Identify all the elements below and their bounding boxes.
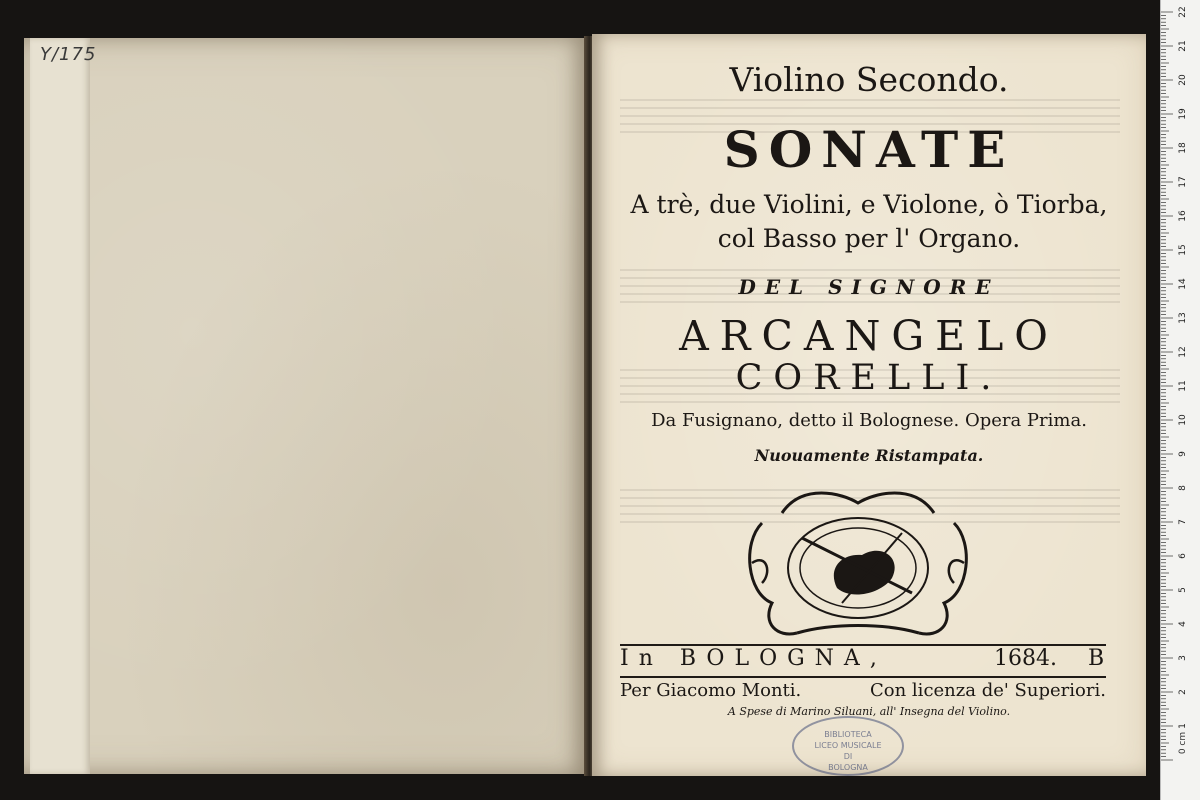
signature-mark: B: [1088, 646, 1105, 671]
printer-line: [620, 680, 1106, 701]
ruler-number: 14: [1178, 278, 1188, 290]
ruler-number: 22: [1178, 6, 1188, 18]
library-stamp: [792, 716, 904, 776]
ruler-number: 18: [1178, 142, 1188, 154]
ruler-number: 11: [1178, 380, 1188, 392]
stamp-line: DI: [843, 752, 853, 761]
stamp-line: BIBLIOTECA: [824, 730, 872, 739]
ruler-unit-label: 0 cm: [1178, 731, 1189, 755]
imprint-city: In BOLOGNA,: [620, 646, 887, 671]
flyleaf-edge-strip: [30, 38, 90, 774]
ruler-number: 3: [1178, 655, 1188, 661]
ruler-number: 1: [1178, 723, 1188, 729]
ruler-number: 7: [1178, 519, 1188, 525]
imprint-year: 1684.: [994, 646, 1057, 671]
bottom-rule: [620, 676, 1106, 678]
ruler-number: 16: [1178, 210, 1188, 222]
ruler-number: 13: [1178, 312, 1188, 324]
ruler-number: 6: [1178, 553, 1188, 559]
imprint-line: [620, 646, 1106, 671]
instrumentation-line-1: A trè, due Violini, e Violone, ò Tiorba,: [630, 190, 1108, 219]
ruler-number: 19: [1178, 108, 1188, 120]
part-title: Violino Secondo.: [729, 60, 1009, 99]
printer-emblem-violin-vignette: [742, 483, 974, 643]
ruler-number: 20: [1178, 74, 1188, 86]
ruler-number: 2: [1178, 689, 1188, 695]
ruler-number: 4: [1178, 621, 1188, 627]
work-title: SONATE: [723, 120, 1015, 179]
ruler-number: 12: [1178, 346, 1188, 358]
ruler-number: 5: [1178, 587, 1188, 593]
ruler-number: 9: [1178, 451, 1188, 457]
expense-note: A Spese di Marino Siluani, all' Insegna del Violino.: [727, 705, 1011, 718]
measuring-ruler: [1160, 0, 1200, 800]
stamp-line: BOLOGNA: [828, 763, 868, 772]
ruler-number: 21: [1178, 40, 1188, 52]
ruler-ticks: [1161, 0, 1200, 800]
ruler-number: 10: [1178, 414, 1188, 426]
by-line: DEL SIGNORE: [738, 275, 1000, 299]
printer-name: Per Giacomo Monti.: [620, 680, 802, 701]
ruler-number: 8: [1178, 485, 1188, 491]
license-note: Con licenza de' Superiori.: [870, 680, 1106, 701]
ruler-number: 17: [1178, 176, 1188, 188]
instrumentation-line-2: col Basso per l' Organo.: [717, 224, 1021, 253]
composer-last-name: CORELLI.: [735, 358, 1003, 398]
reprint-note: Nuouamente Ristampata.: [754, 446, 984, 465]
left-flyleaf: [24, 38, 586, 774]
stamp-line: LICEO MUSICALE: [814, 741, 882, 750]
origin-and-opus: Da Fusignano, detto il Bolognese. Opera Prima.: [651, 410, 1087, 431]
composer-first-name: ARCANGELO: [679, 312, 1059, 360]
ruler-number: 15: [1178, 244, 1188, 256]
shelfmark: Y/175: [40, 44, 97, 65]
